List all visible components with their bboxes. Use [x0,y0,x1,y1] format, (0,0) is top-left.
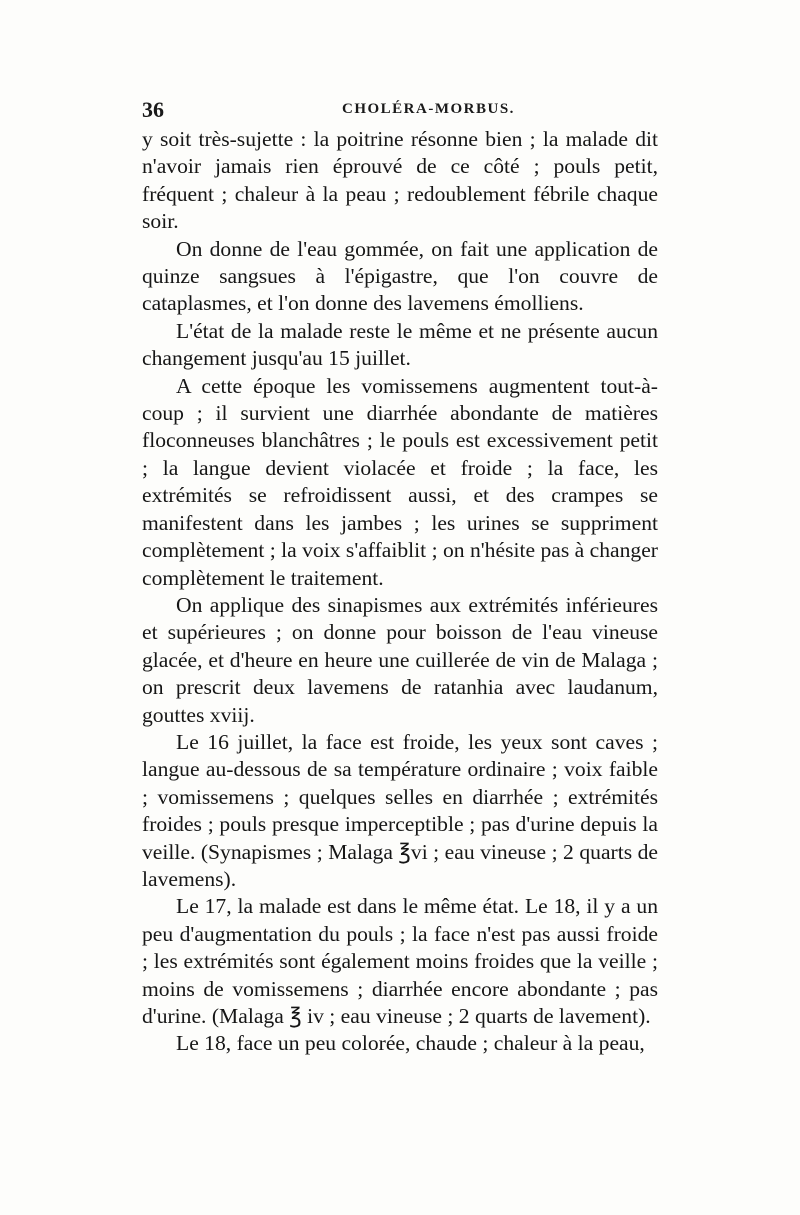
page-header [142,97,662,127]
paragraph-continuation: y soit très-sujette : la poitrine résonne bien ; la malade dit n'avoir jamais rien éprouvé de ce côté ; pouls petit, fréquent ; chaleur à la peau ; redoublement fébrile chaque soir. [142,127,658,234]
paragraph-july-16: Le 16 juillet, la face est froide, les yeux sont caves ; langue au-dessous de sa température ordinaire ; voix faible ; vomissemens ; quelques selles en diarrhée ; extrémités froides ; pouls presque imperceptible ; pas d'urine depuis la veille. (Synapismes ; Malaga ℥vi ; eau vineuse ; 2 quarts de lavemens). [142,729,658,891]
paragraph-state: L'état de la malade reste le même et ne présente aucun changement jusqu'au 15 juillet. [142,318,658,371]
paragraph-symptoms: A cette époque les vomissemens augmentent tout-à-coup ; il survient une diarrhée abondante de matières floconneuses blanchâtres ; le pouls est excessivement petit ; la langue devient violacée et froide ; la face, les extrémités se refroidissent aussi, et des crampes se manifestent dans les jambes ; les urines se suppriment complètement ; la voix s'affaiblit ; on n'hésite pas à changer complètement le traitement. [142,373,658,590]
paragraph-treatment: On donne de l'eau gommée, on fait une application de quinze sangsues à l'épigastre, que l'on couvre de cataplasmes, et l'on donne des lavemens émolliens. [142,236,658,316]
paragraph-new-treatment: On applique des sinapismes aux extrémités inférieures et supérieures ; on donne pour boisson de l'eau vineuse glacée, et d'heure en heure une cuillerée de vin de Malaga ; on prescrit deux lavemens de ratanhia avec laudanum, gouttes xviij. [142,592,658,727]
paragraph-july-18: Le 18, face un peu colorée, chaude ; chaleur à la peau, [176,1031,645,1056]
page-number: 36 [142,97,164,122]
body-text [142,126,658,1058]
paragraph-july-17: Le 17, la malade est dans le même état. Le 18, il y a un peu d'augmentation du pouls ; la face n'est pas aussi froide ; les extrémités sont également moins froides que la veille ; moins de vomissemens ; diarrhée encore abondante ; pas d'urine. (Malaga ℥ iv ; eau vineuse ; 2 quarts de lavement). [142,894,658,1028]
running-title: CHOLÉRA-MORBUS. [342,101,515,117]
